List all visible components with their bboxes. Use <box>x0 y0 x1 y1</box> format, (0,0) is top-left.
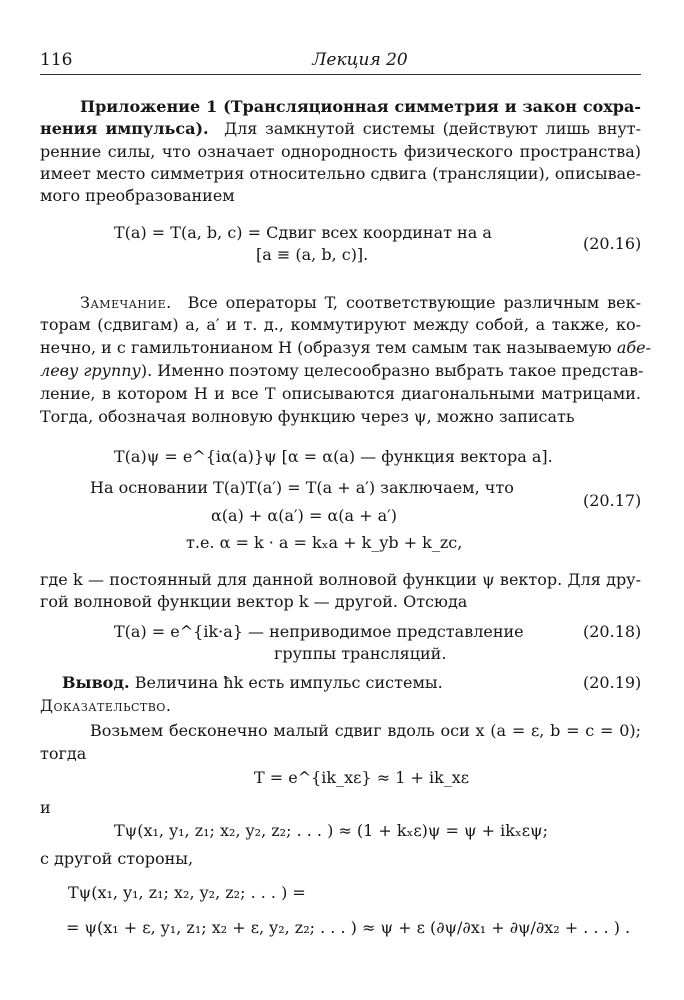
page-number: 116 <box>40 50 73 70</box>
conclusion-label: Вывод. <box>62 673 130 692</box>
eq-20-17-number: (20.17) <box>583 491 642 510</box>
eq-20-17-line-3: α(a) + α(a′) = α(a + a′) <box>211 506 398 525</box>
eq-20-16-line-1: T(a) = T(a, b, c) = Сдвиг всех координат на a <box>114 223 492 242</box>
remark-label: Замечание. <box>80 293 172 312</box>
remark-line-3 <box>40 337 651 359</box>
remark-line-4-italic: леву группу <box>40 361 141 380</box>
eq-20-18-line-2: группы трансляций. <box>274 644 447 663</box>
proof-eq-3-line-2: = ψ(x₁ + ε, y₁, z₁; x₂ + ε, y₂, z₂; . . . ) ≈ ψ + ε (∂ψ/∂x₁ + ∂ψ/∂x₂ + . . . ) . <box>66 918 631 937</box>
appendix-line-2-text: Для замкнутой системы (действуют лишь внут- <box>224 119 642 138</box>
conclusion-line <box>62 672 582 694</box>
proof-line-2: тогда <box>40 744 87 763</box>
conclusion-text: Величина ħk есть импульс системы. <box>134 673 443 692</box>
remark-line-5: ление, в котором H и все T описываются диагональными матрицами. <box>40 384 641 403</box>
proof-eq-2: Tψ(x₁, y₁, z₁; x₂, y₂, z₂; . . . ) ≈ (1 + kₓε)ψ = ψ + ikₓεψ; <box>114 821 548 840</box>
after-17-line-1: где k — постоянный для данной волновой функции ψ вектор. Для дру- <box>40 570 641 589</box>
eq-20-18-number: (20.18) <box>583 622 642 641</box>
proof-line-1: Возьмем бесконечно малый сдвиг вдоль оси x (a = ε, b = c = 0); <box>90 721 641 740</box>
eq-20-17-line-4: т.е. α = k · a = kₓa + k_yb + k_zc, <box>186 533 463 552</box>
appendix-line-2 <box>40 118 641 140</box>
eq-20-17-line-2: На основании T(a)T(a′) = T(a + a′) заключаем, что <box>90 478 514 497</box>
eq-20-16-number: (20.16) <box>583 234 642 253</box>
remark-line-3-text: нечно, и с гамильтонианом H (образуя тем самым так называемую <box>40 338 612 357</box>
header-rule <box>40 74 641 75</box>
remark-line-2: торам (сдвигам) a, a′ и т. д., коммутируют между собой, а также, ко- <box>40 315 641 334</box>
after-17-line-2: гой волновой функции вектор k — другой. Отсюда <box>40 592 468 611</box>
appendix-title-end: нения импульса). <box>40 119 209 138</box>
remark-line-1 <box>80 292 641 314</box>
eq-20-19-number: (20.19) <box>583 673 642 692</box>
remark-line-1-text: Все операторы T, соответствующие различным век- <box>187 293 642 312</box>
eq-20-16-line-2: [a ≡ (a, b, c)]. <box>256 245 369 264</box>
appendix-line-3: ренние силы, что означает однородность физического пространства) <box>40 142 641 161</box>
eq-20-18-line-1: T(a) = e^{ik·a} — неприводимое представление <box>114 622 524 641</box>
appendix-line-5: мого преобразованием <box>40 186 235 205</box>
proof-eq-3-line-1: Tψ(x₁, y₁, z₁; x₂, y₂, z₂; . . . ) = <box>68 883 306 902</box>
running-title: Лекция 20 <box>312 50 408 70</box>
remark-line-3-italic: абе- <box>616 338 651 357</box>
appendix-line-4: имеет место симметрия относительно сдвига (трансляции), описывае- <box>40 164 641 183</box>
proof-conj: и <box>40 798 51 817</box>
proof-label: Доказательство. <box>40 696 172 715</box>
remark-line-6: Тогда, обозначая волновую функцию через ψ, можно записать <box>40 407 575 426</box>
appendix-title: Приложение 1 (Трансляционная симметрия и закон сохра- <box>80 97 641 116</box>
remark-line-4-text: ). Именно поэтому целесообразно выбрать такое представ- <box>140 361 644 380</box>
proof-other-side: с другой стороны, <box>40 849 194 868</box>
eq-20-17-line-1: T(a)ψ = e^{iα(a)}ψ [α = α(a) — функция вектора a]. <box>114 447 553 466</box>
remark-line-4 <box>40 360 644 382</box>
proof-eq-1: T = e^{ik_xε} ≈ 1 + ik_xε <box>254 768 470 787</box>
